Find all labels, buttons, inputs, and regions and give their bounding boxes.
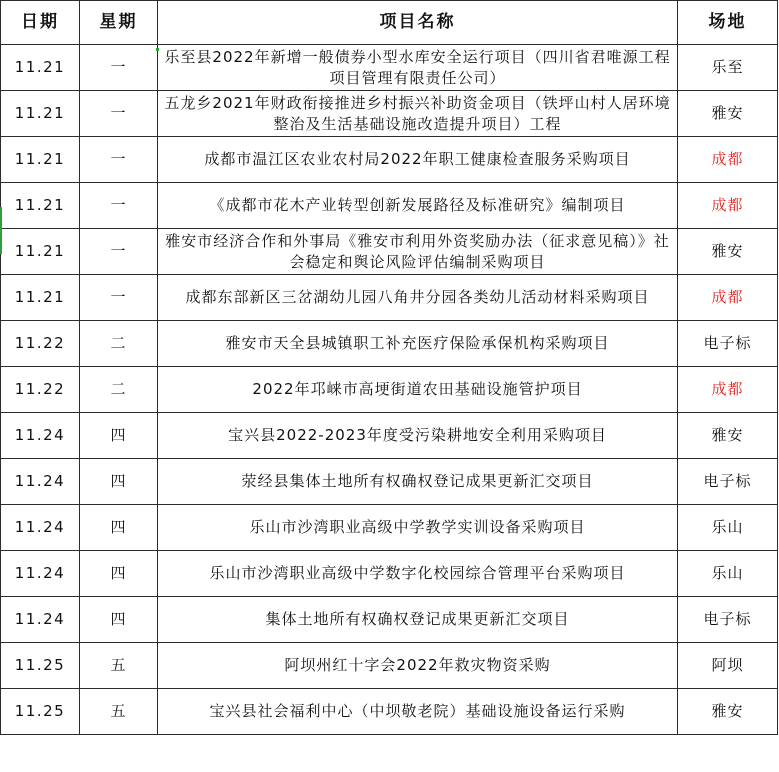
header-date: 日期 bbox=[1, 1, 80, 45]
table-body bbox=[1, 45, 778, 735]
row-venue-cell: 电子标 bbox=[678, 597, 778, 643]
row-venue-cell: 成都 bbox=[678, 367, 778, 413]
table-row bbox=[1, 413, 778, 459]
header-weekday: 星期 bbox=[80, 1, 158, 45]
row-project-cell: 宝兴县社会福利中心（中坝敬老院）基础设施设备运行采购 bbox=[158, 689, 678, 735]
row-date-cell: 11.22 bbox=[1, 321, 80, 367]
row-venue-cell: 电子标 bbox=[678, 321, 778, 367]
row-weekday-cell: 四 bbox=[80, 551, 158, 597]
row-selection-marker bbox=[0, 207, 2, 254]
row-venue-cell: 成都 bbox=[678, 137, 778, 183]
row-weekday-cell: 一 bbox=[80, 275, 158, 321]
table-row bbox=[1, 137, 778, 183]
table-row bbox=[1, 643, 778, 689]
row-project-cell: 荥经县集体土地所有权确权登记成果更新汇交项目 bbox=[158, 459, 678, 505]
row-weekday-cell: 二 bbox=[80, 321, 158, 367]
row-weekday-cell: 二 bbox=[80, 367, 158, 413]
row-venue-cell: 乐至 bbox=[678, 45, 778, 91]
row-weekday-cell: 四 bbox=[80, 505, 158, 551]
row-date-cell: 11.22 bbox=[1, 367, 80, 413]
header-row bbox=[1, 1, 778, 45]
row-project-cell: 乐至县2022年新增一般债券小型水库安全运行项目（四川省君唯源工程项目管理有限责任公司） bbox=[158, 45, 678, 91]
row-venue-cell: 雅安 bbox=[678, 413, 778, 459]
row-weekday-cell: 一 bbox=[80, 183, 158, 229]
row-project-cell: 集体土地所有权确权登记成果更新汇交项目 bbox=[158, 597, 678, 643]
row-date-cell: 11.21 bbox=[1, 183, 80, 229]
row-venue-cell: 电子标 bbox=[678, 459, 778, 505]
header-venue: 场地 bbox=[678, 1, 778, 45]
row-date-cell: 11.24 bbox=[1, 413, 80, 459]
row-project-cell: 《成都市花木产业转型创新发展路径及标准研究》编制项目 bbox=[158, 183, 678, 229]
row-date-cell: 11.25 bbox=[1, 689, 80, 735]
row-weekday-cell: 四 bbox=[80, 459, 158, 505]
row-date-cell: 11.21 bbox=[1, 45, 80, 91]
table-row bbox=[1, 229, 778, 275]
row-venue-cell: 阿坝 bbox=[678, 643, 778, 689]
row-venue-cell: 成都 bbox=[678, 275, 778, 321]
row-date-cell: 11.24 bbox=[1, 551, 80, 597]
row-venue-cell: 成都 bbox=[678, 183, 778, 229]
row-venue-cell: 雅安 bbox=[678, 689, 778, 735]
table-row bbox=[1, 321, 778, 367]
header-project: 项目名称 bbox=[158, 1, 678, 45]
table-row bbox=[1, 367, 778, 413]
row-date-cell: 11.21 bbox=[1, 91, 80, 137]
table-row bbox=[1, 91, 778, 137]
row-weekday-cell: 四 bbox=[80, 413, 158, 459]
row-project-cell: 宝兴县2022-2023年度受污染耕地安全利用采购项目 bbox=[158, 413, 678, 459]
row-project-cell: 雅安市经济合作和外事局《雅安市利用外资奖励办法（征求意见稿）》社会稳定和舆论风险评估编制采购项目 bbox=[158, 229, 678, 275]
row-weekday-cell: 一 bbox=[80, 137, 158, 183]
row-venue-cell: 乐山 bbox=[678, 505, 778, 551]
row-project-cell: 成都东部新区三岔湖幼儿园八角井分园各类幼儿活动材料采购项目 bbox=[158, 275, 678, 321]
table-row bbox=[1, 689, 778, 735]
cell-comment-indicator bbox=[156, 48, 159, 51]
row-project-cell: 乐山市沙湾职业高级中学数字化校园综合管理平台采购项目 bbox=[158, 551, 678, 597]
row-project-cell: 乐山市沙湾职业高级中学教学实训设备采购项目 bbox=[158, 505, 678, 551]
table-row bbox=[1, 459, 778, 505]
row-venue-cell: 雅安 bbox=[678, 229, 778, 275]
row-weekday-cell: 一 bbox=[80, 45, 158, 91]
row-project-cell: 阿坝州红十字会2022年救灾物资采购 bbox=[158, 643, 678, 689]
row-date-cell: 11.21 bbox=[1, 137, 80, 183]
row-date-cell: 11.21 bbox=[1, 275, 80, 321]
row-venue-cell: 雅安 bbox=[678, 91, 778, 137]
row-weekday-cell: 五 bbox=[80, 643, 158, 689]
table-row bbox=[1, 505, 778, 551]
table-row bbox=[1, 597, 778, 643]
row-date-cell: 11.21 bbox=[1, 229, 80, 275]
row-date-cell: 11.25 bbox=[1, 643, 80, 689]
row-weekday-cell: 一 bbox=[80, 91, 158, 137]
table-row bbox=[1, 183, 778, 229]
table-row bbox=[1, 45, 778, 91]
row-project-cell: 成都市温江区农业农村局2022年职工健康检查服务采购项目 bbox=[158, 137, 678, 183]
row-project-cell: 雅安市天全县城镇职工补充医疗保险承保机构采购项目 bbox=[158, 321, 678, 367]
row-date-cell: 11.24 bbox=[1, 459, 80, 505]
row-date-cell: 11.24 bbox=[1, 597, 80, 643]
row-weekday-cell: 一 bbox=[80, 229, 158, 275]
row-project-cell: 2022年邛崃市高埂街道农田基础设施管护项目 bbox=[158, 367, 678, 413]
table-row bbox=[1, 275, 778, 321]
row-venue-cell: 乐山 bbox=[678, 551, 778, 597]
table-row bbox=[1, 551, 778, 597]
row-date-cell: 11.24 bbox=[1, 505, 80, 551]
row-weekday-cell: 五 bbox=[80, 689, 158, 735]
row-project-cell: 五龙乡2021年财政衔接推进乡村振兴补助资金项目（铁坪山村人居环境整治及生活基础设施改造提升项目）工程 bbox=[158, 91, 678, 137]
row-weekday-cell: 四 bbox=[80, 597, 158, 643]
